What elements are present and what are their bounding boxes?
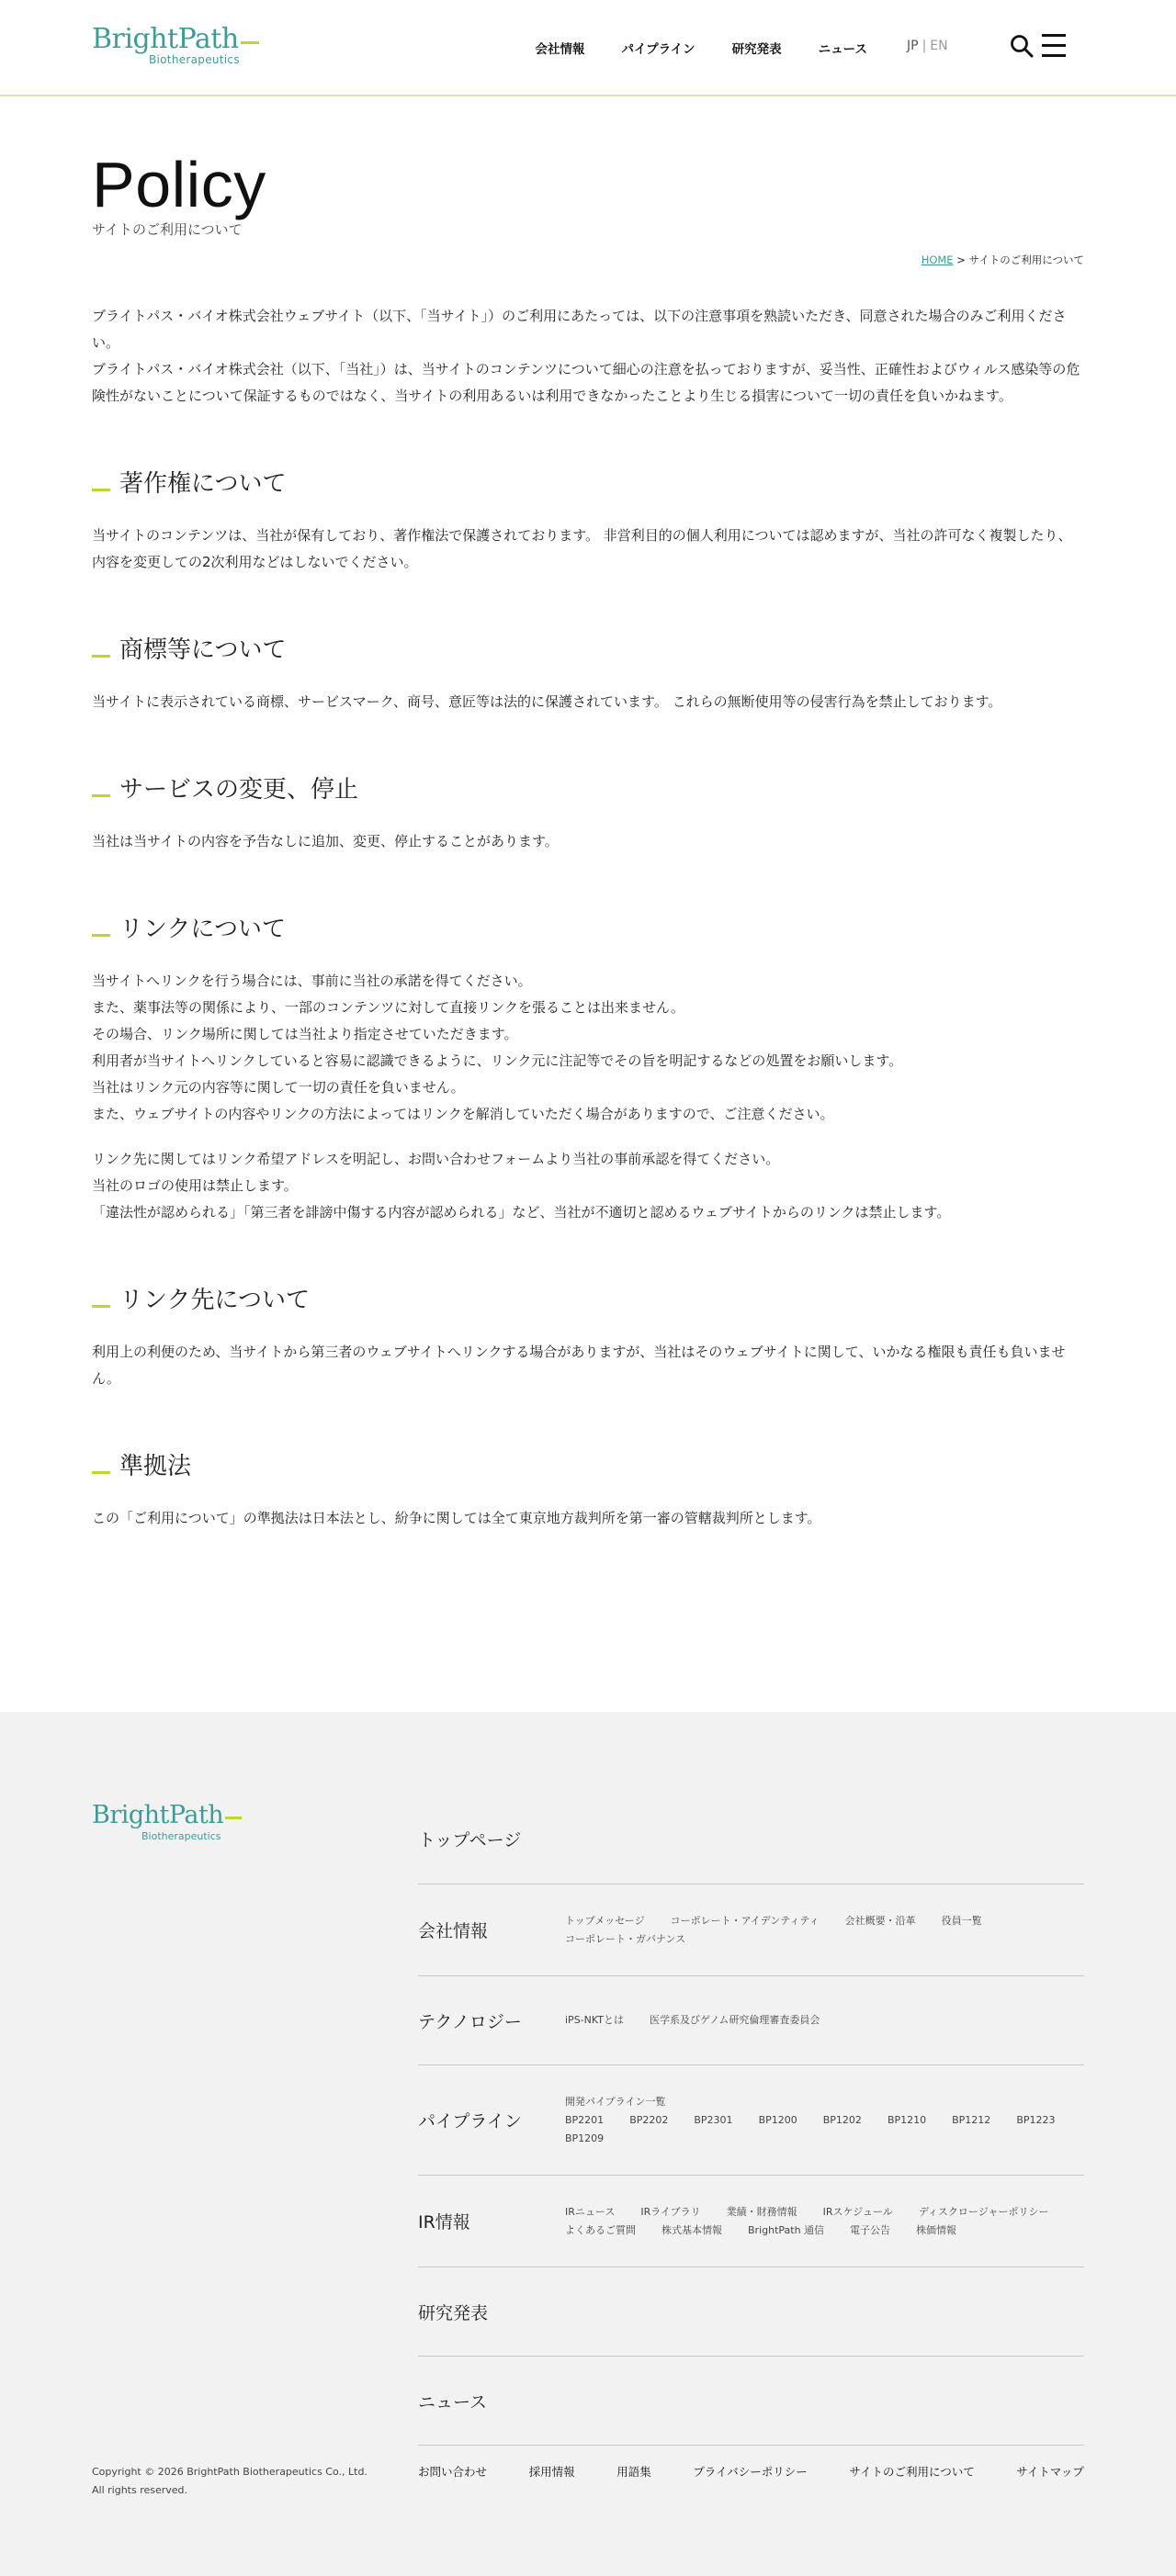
nav-company[interactable]: 会社情報: [535, 42, 585, 57]
footer-sublink[interactable]: 株式基本情報: [662, 2223, 722, 2236]
hamburger-menu-icon[interactable]: [1040, 33, 1068, 59]
nav-research[interactable]: 研究発表: [731, 42, 782, 57]
section-paragraph: この「ご利用について」の準拠法は日本法とし、紛争に関しては全て東京地方裁判所を第一審の管轄裁判所とします。: [92, 1510, 821, 1526]
footer-sublink[interactable]: IRニュース: [565, 2205, 616, 2218]
nav-news[interactable]: ニュース: [818, 42, 867, 57]
nav-pipeline[interactable]: パイプライン: [621, 42, 695, 57]
footer-sublink[interactable]: ディスクロージャーポリシー: [918, 2205, 1049, 2218]
section-heading: 商標等について: [92, 631, 1084, 665]
footer-sublink[interactable]: 医学系及びゲノム研究倫理審査委員会: [649, 2014, 820, 2026]
intro-paragraph: ブライトパス・バイオ株式会社ウェブサイト（以下、「当サイト」）のご利用にあたっては、以下の注意事項を熟読いただき、同意された場合のみご利用ください。: [92, 308, 1067, 351]
breadcrumb: [922, 253, 1084, 267]
footer-sublink[interactable]: BP1202: [822, 2113, 862, 2126]
section-external-links: [92, 1281, 1084, 1392]
footer-link-news[interactable]: ニュース: [418, 2391, 488, 2413]
heading-accent-bar: [92, 1471, 110, 1474]
footer-sublink-pipeline-list[interactable]: 開発パイプライン一覧: [565, 2095, 666, 2108]
footer-link-site-terms[interactable]: サイトのご利用について: [849, 2465, 975, 2479]
footer-bottom-links: [418, 2463, 1084, 2480]
footer-sublink[interactable]: トップメッセージ: [565, 1914, 645, 1927]
site-header: [0, 0, 1176, 96]
footer-link-ir[interactable]: IR情報: [418, 2212, 470, 2233]
site-logo[interactable]: [92, 23, 266, 66]
footer-link-top[interactable]: トップページ: [418, 1830, 522, 1850]
footer-sublink[interactable]: iPS-NKTとは: [565, 2014, 624, 2026]
section-line: リンク先に関してはリンク希望アドレスを明記し、お問い合わせフォームより当社の事前承認を得てください。: [92, 1151, 780, 1167]
search-icon[interactable]: [1009, 33, 1035, 59]
site-footer: [0, 1712, 1176, 2576]
breadcrumb-home-link[interactable]: HOME: [921, 253, 954, 266]
section-line: 当社のロゴの使用は禁止します。: [92, 1177, 298, 1194]
footer-link-careers[interactable]: 採用情報: [528, 2465, 575, 2479]
footer-sublink[interactable]: 会社概要・沿革: [844, 1914, 916, 1927]
footer-sublink[interactable]: コーポレート・ガバナンス: [565, 1932, 686, 1945]
footer-row-ir: [418, 2176, 1084, 2267]
section-paragraph: 利用上の利便のため、当サイトから第三者のウェブサイトへリンクする場合がありますが、当社はそのウェブサイトに関して、いかなる権限も責任も負いません。: [92, 1344, 1066, 1387]
logo-wordmark: BrightPath: [92, 24, 266, 55]
page-title: Policy: [92, 149, 266, 220]
footer-link-sitemap[interactable]: サイトマップ: [1016, 2465, 1084, 2479]
lang-separator: |: [922, 39, 927, 53]
footer-row-top: [418, 1794, 1084, 1884]
footer-sublink[interactable]: BP2301: [694, 2113, 733, 2126]
footer-sublinks: [565, 2011, 1084, 2030]
section-paragraph: 当サイトに表示されている商標、サービスマーク、商号、意匠等は法的に保護されています。 これらの無断使用等の侵害行為を禁止しております。: [92, 693, 1002, 710]
footer-link-pipeline[interactable]: パイプライン: [418, 2111, 522, 2132]
section-line: また、ウェブサイトの内容やリンクの方法によってはリンクを解消していただく場合がありますので、ご注意ください。: [92, 1106, 834, 1122]
main-content: [0, 280, 1176, 1532]
section-copyright: [92, 465, 1084, 576]
footer-sublink[interactable]: BrightPath 通信: [748, 2223, 825, 2236]
section-line: 当社はリンク元の内容等に関して一切の責任を負いません。: [92, 1079, 465, 1096]
footer-link-contact[interactable]: お問い合わせ: [418, 2465, 488, 2479]
intro-text: [92, 303, 1084, 410]
section-paragraph: 当社は当サイトの内容を予告なしに追加、変更、停止することがあります。: [92, 833, 559, 849]
language-switcher: [907, 39, 948, 53]
section-line: また、薬事法等の関係により、一部のコンテンツに対して直接リンクを張ることは出来ません。: [92, 999, 684, 1016]
footer-sublink[interactable]: 業績・財務情報: [726, 2205, 797, 2218]
intro-paragraph: ブライトパス・バイオ株式会社（以下、「当社」）は、当サイトのコンテンツについて細心の注意を払っておりますが、妥当性、正確性およびウィルス感染等の危険性がないことについて保証するものではなく、当サイトの利用あるいは利用できなかったことより生じる損害について一切の責任を負いかねます。: [92, 361, 1080, 404]
heading-accent-bar: [92, 1305, 110, 1308]
footer-sublink[interactable]: よくあるご質問: [565, 2223, 636, 2236]
main-nav: [535, 39, 867, 57]
footer-sublinks: [565, 2093, 1084, 2148]
footer-sublink[interactable]: コーポレート・アイデンティティ: [670, 1914, 820, 1927]
heading-accent-bar: [92, 934, 110, 937]
lang-en[interactable]: EN: [930, 39, 948, 53]
section-line: 利用者が当サイトへリンクしていると容易に認識できるように、リンク元に注記等でその旨を明記するなどの処置をお願いします。: [92, 1052, 903, 1069]
footer-row-pipeline: [418, 2065, 1084, 2176]
section-paragraph: 当サイトのコンテンツは、当社が保有しており、著作権法で保護されております。 非営利目的の個人利用については認めますが、当社の許可なく複製したり、内容を変更しての2次利用などはしないでください。: [92, 527, 1072, 570]
section-heading: リンク先について: [92, 1281, 1084, 1315]
footer-sublink[interactable]: 役員一覧: [941, 1914, 982, 1927]
section-line: その場合、リンク場所に関しては当社より指定させていただきます。: [92, 1026, 518, 1042]
footer-sublink[interactable]: BP1223: [1016, 2113, 1056, 2126]
page-hero: [0, 96, 1176, 280]
footer-sitemap: [418, 1794, 1084, 2446]
footer-sublink[interactable]: BP1200: [758, 2113, 797, 2126]
section-heading: 準拠法: [92, 1447, 1084, 1481]
footer-link-research[interactable]: 研究発表: [418, 2302, 489, 2323]
breadcrumb-current: サイトのご利用について: [968, 253, 1084, 266]
footer-link-company[interactable]: 会社情報: [418, 1921, 489, 1941]
footer-link-glossary[interactable]: 用語集: [616, 2465, 651, 2479]
footer-row-company: [418, 1884, 1084, 1976]
footer-row-technology: [418, 1976, 1084, 2065]
footer-sublink[interactable]: IRライブラリ: [640, 2205, 701, 2218]
section-governing-law: [92, 1447, 1084, 1532]
page-subtitle: サイトのご利用について: [92, 221, 243, 238]
section-trademark: [92, 631, 1084, 715]
footer-sublink[interactable]: BP1210: [887, 2113, 927, 2126]
footer-sublink[interactable]: 電子公告: [850, 2223, 891, 2236]
section-links: [92, 910, 1084, 1226]
footer-sublink[interactable]: BP1212: [952, 2113, 991, 2126]
logo-accent-bar: [241, 41, 259, 44]
footer-sublink[interactable]: BP1209: [565, 2132, 605, 2144]
heading-accent-bar: [92, 794, 110, 797]
footer-sublink[interactable]: 株価情報: [916, 2223, 957, 2236]
footer-sublink[interactable]: BP2201: [565, 2113, 605, 2126]
section-heading: サービスの変更、停止: [92, 771, 1084, 804]
logo-accent-bar: [225, 1817, 242, 1819]
footer-sublinks: [565, 2203, 1084, 2240]
footer-link-privacy[interactable]: プライバシーポリシー: [693, 2465, 808, 2479]
footer-sublink[interactable]: IRスケジュール: [822, 2205, 893, 2218]
section-service-change: [92, 771, 1084, 855]
section-line: 「違法性が認められる」「第三者を誹謗中傷する内容が認められる」など、当社が不適切と認めるウェブサイトからのリンクは禁止します。: [92, 1204, 951, 1221]
section-line: 当サイトへリンクを行う場合には、事前に当社の承諾を得てください。: [92, 973, 532, 989]
footer-logo-wordmark: BrightPath: [92, 1801, 276, 1829]
footer-logo-subtitle: Biotherapeutics: [141, 1830, 221, 1842]
footer-sublinks: [565, 1912, 1084, 1949]
footer-row-research: [418, 2267, 1084, 2357]
logo-subtitle: Biotherapeutics: [149, 53, 240, 66]
section-heading: リンクについて: [92, 910, 1084, 944]
footer-sublink[interactable]: BP2202: [629, 2113, 669, 2126]
lang-jp[interactable]: JP: [907, 39, 919, 53]
heading-accent-bar: [92, 655, 110, 658]
copyright-text: Copyright © 2026 BrightPath Biotherapeutics Co., Ltd. All rights reserved.: [92, 2466, 368, 2496]
heading-accent-bar: [92, 489, 110, 491]
footer-row-news: [418, 2357, 1084, 2446]
section-heading: 著作権について: [92, 465, 1084, 499]
footer-logo[interactable]: [92, 1801, 276, 1842]
footer-link-technology[interactable]: テクノロジー: [418, 2011, 522, 2032]
breadcrumb-separator: >: [953, 253, 969, 266]
